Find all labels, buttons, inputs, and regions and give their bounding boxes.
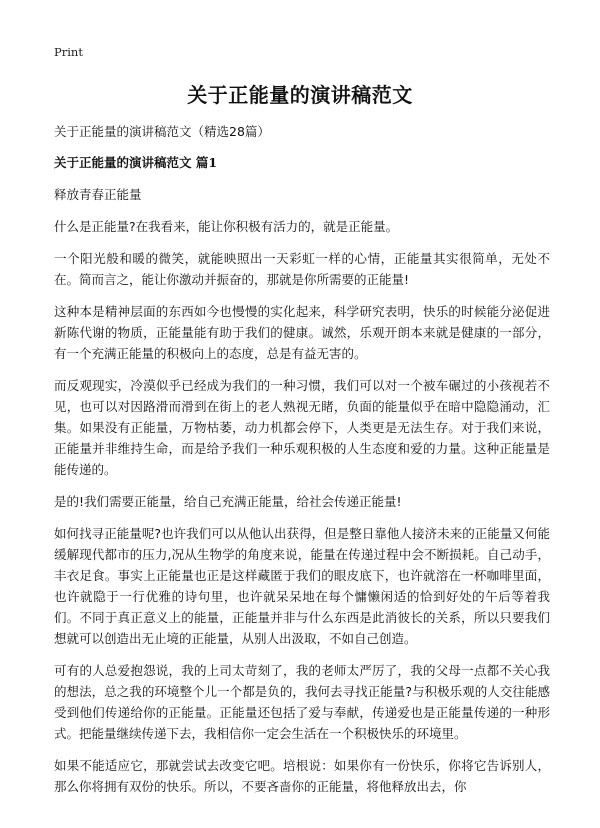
paragraph-7: 如何找寻正能量呢?也许我们可以从他认出获得，但是整日靠他人接济未来的正能量又何能缓解现代都市的压力,况从生物学的角度来说，能量在传递过程中会不断损耗。自己动手，丰衣足食。事实上正能量也正是这样藏匿于我们的眼皮底下，也许就溶在一杯咖啡里面，也许就隐于一行优雅的诗句里，也许就呆呆地在每个慵懒闲适的恰到好处的午后等着我们。不同于真正意义上的能量，正能量并非与什么东西是此消彼长的关系，所以只要我们想就可以创造出无止境的正能量，从别人出汲取，不如自己创造。 — [54, 526, 550, 646]
paragraph-4: 这种本是精神层面的东西如今也慢慢的实化起来，科学研究表明，快乐的时候能分泌促进新陈代谢的物质，正能量能有助于我们的健康。诚然，乐观开朗本来就是健康的一部分，有一个充满正能量的积极向上的态度，总是有益无害的。 — [54, 304, 550, 361]
paragraph-3: 一个阳光般和暖的微笑，就能映照出一天彩虹一样的心情，正能量其实很简单，无处不在。简而言之，能让你激动并振奋的，那就是你所需要的正能量! — [54, 251, 550, 287]
paragraph-2: 什么是正能量?在我看来，能让你积极有活力的，就是正能量。 — [54, 219, 399, 234]
page-title: 关于正能量的演讲稿范文 — [187, 83, 413, 107]
paragraph-9: 如果不能适应它，那就尝试去改变它吧。培根说：如果你有一份快乐，你将它告诉别人，那么你将拥有双份的快乐。所以，不要吝啬你的正能量，将他释放出去，你 — [54, 758, 550, 794]
paragraph-1: 释放青春正能量 — [54, 187, 142, 202]
document-subtitle: 关于正能量的演讲稿范文（精选28篇） — [54, 124, 270, 139]
paragraph-8: 可有的人总爱抱怨说，我的上司太苛刻了，我的老师太严厉了，我的父母一点都不关心我的想法，总之我的环境整个儿一个都是负的，我何去寻找正能量?与积极乐观的人交往能感受到他们传递给你的正能量。正能量还包括了爱与奉献，传递爱也是正能量传递的一种形式。把能量继续传递下去，我相信你一定会生活在一个积极快乐的环境里。 — [54, 663, 550, 741]
print-link[interactable]: Print — [54, 45, 83, 59]
paragraph-5: 而反观现实，冷漠似乎已经成为我们的一种习惯，我们可以对一个被车碾过的小孩视若不见，也可以对因路滑而滑到在街上的老人熟视无睹，负面的能量似乎在暗中隐隐涌动，汇集。如果没有正能量，万物枯萎，动力机都会停下，人类更是无法生存。对于我们来说，正能量并非维持生命，而是给予我们一种乐观积极的人生态度和爱的力量。这种正能量是能传递的。 — [54, 378, 550, 477]
paragraph-6: 是的!我们需要正能量，给自己充满正能量，给社会传递正能量! — [54, 494, 402, 509]
section-heading: 关于正能量的演讲稿范文 篇1 — [54, 155, 218, 170]
document-body — [54, 121, 550, 808]
